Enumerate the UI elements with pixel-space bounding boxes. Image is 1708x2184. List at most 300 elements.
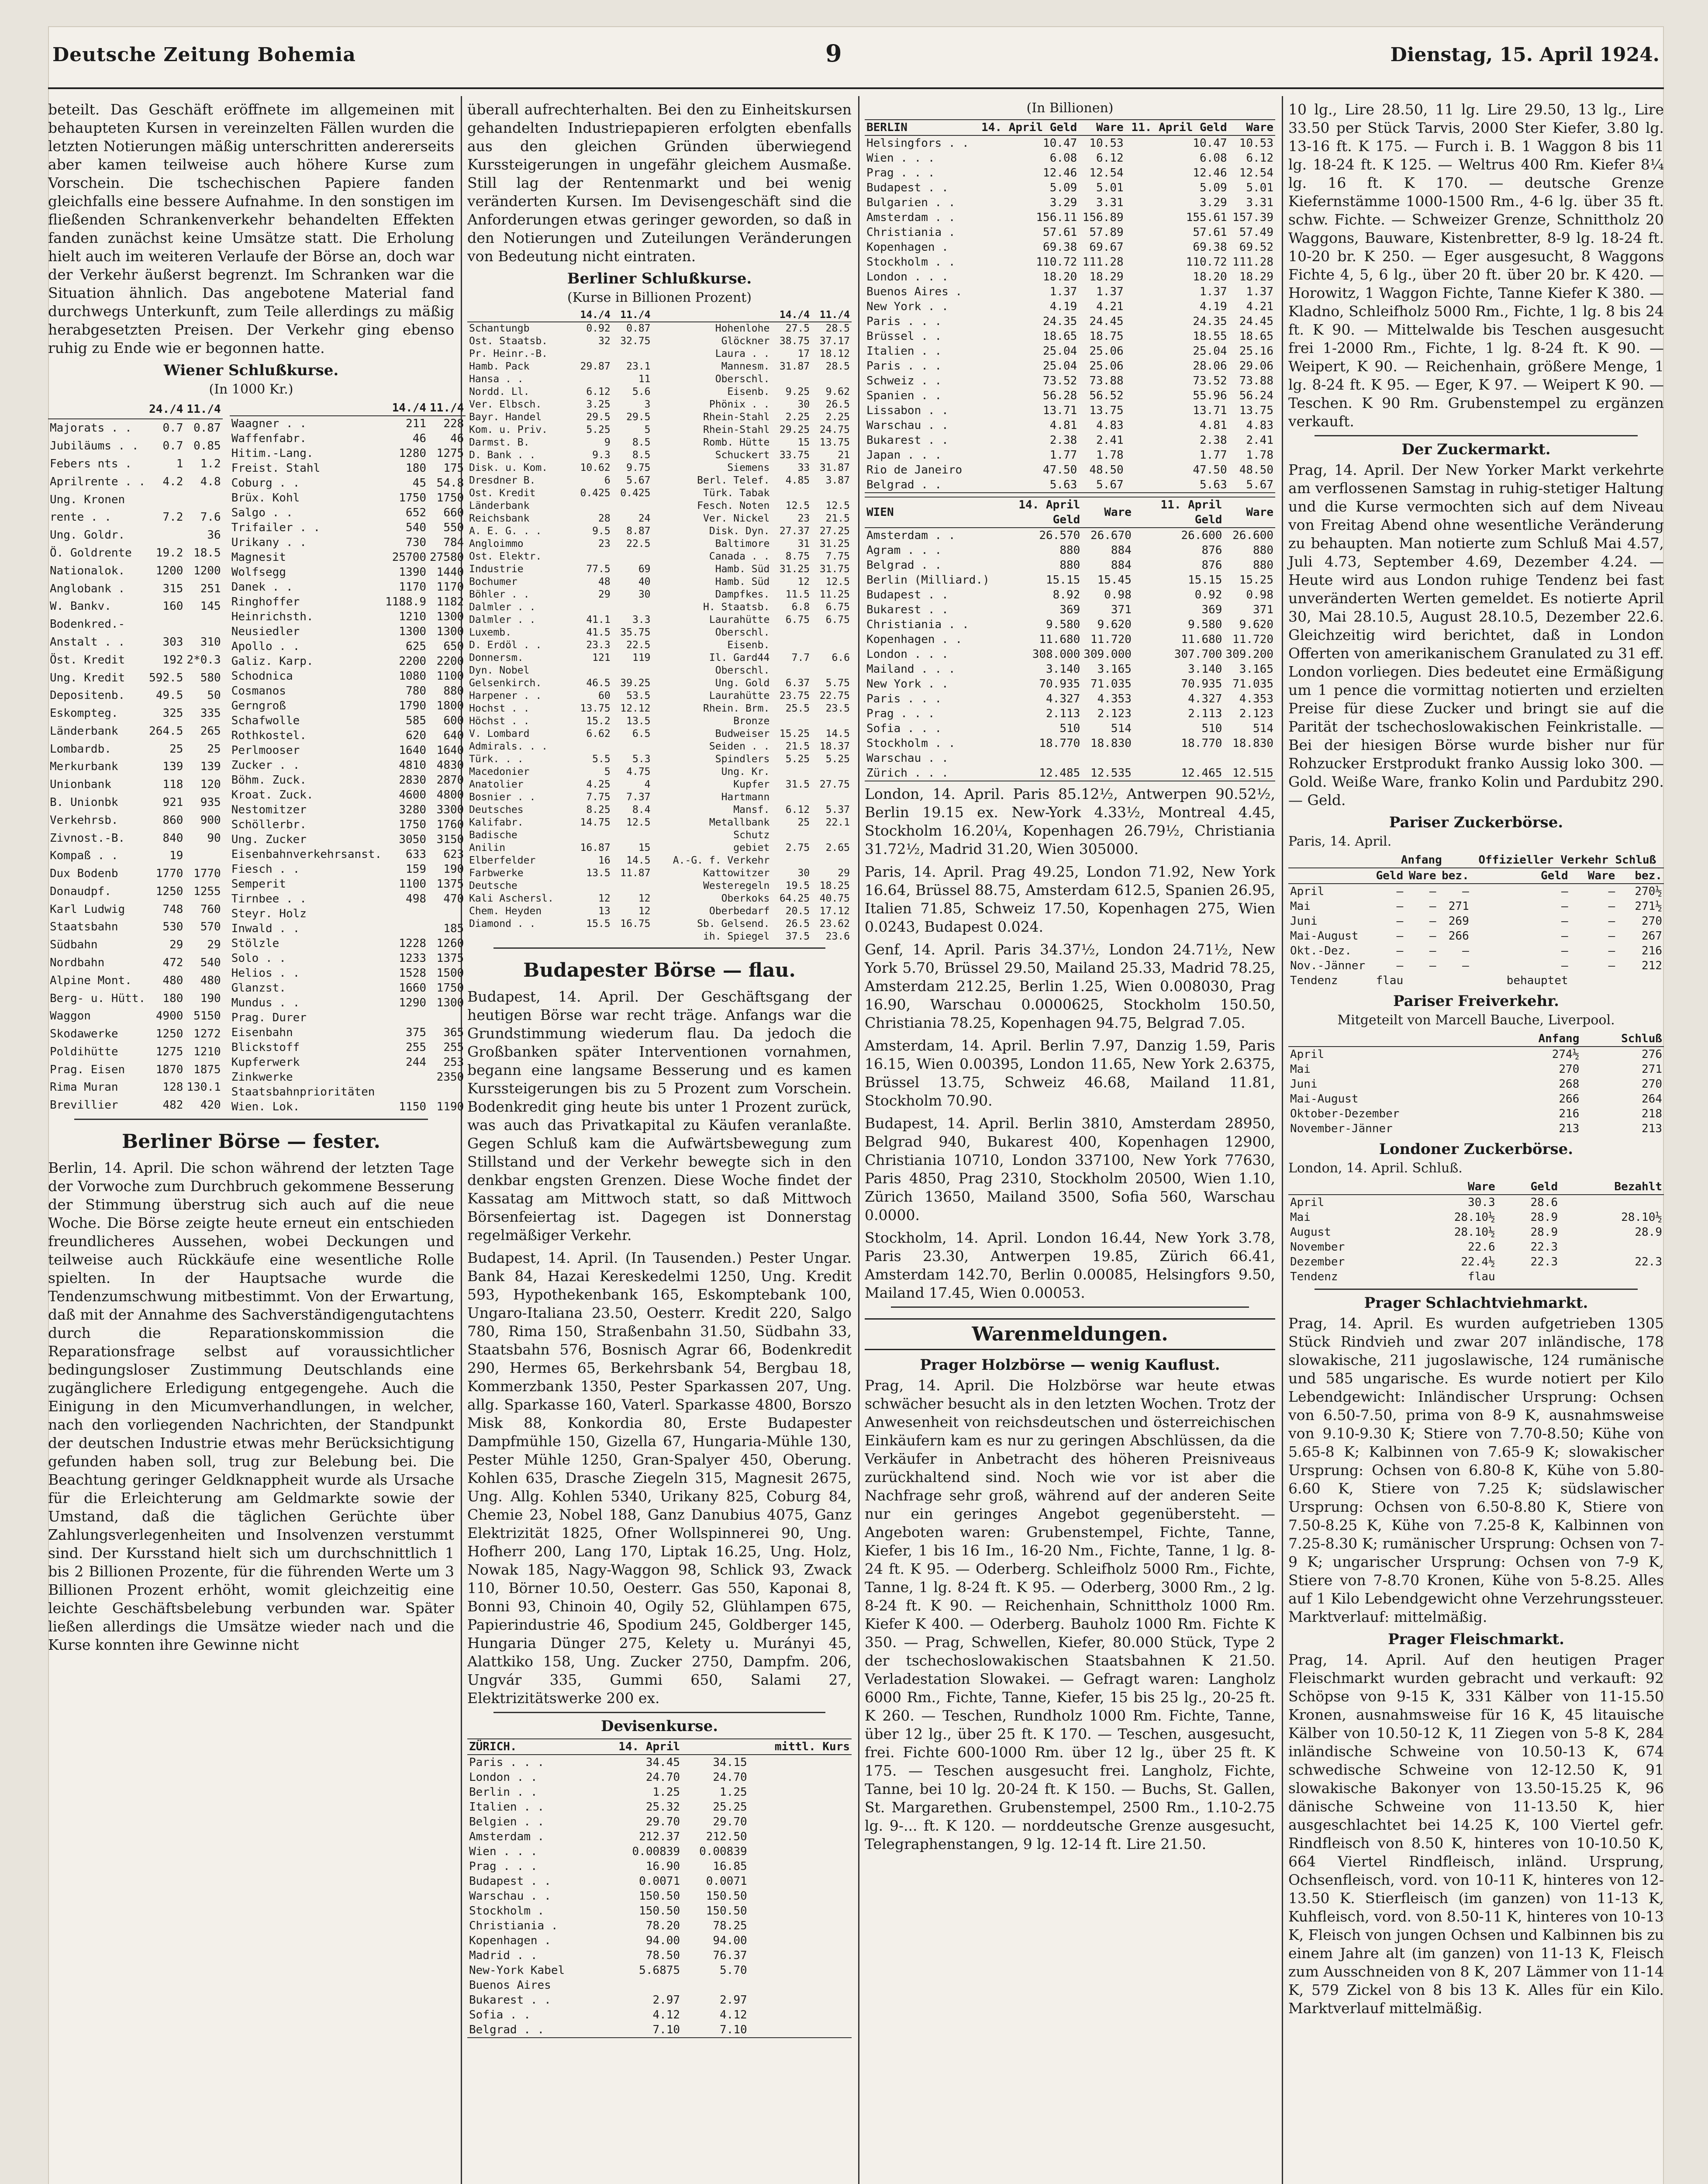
zurich-currency-table bbox=[467, 1738, 852, 2038]
table-row bbox=[230, 1055, 466, 1070]
quote-value: 266 bbox=[1448, 930, 1469, 943]
row-label: November-Jänner bbox=[1290, 1122, 1393, 1135]
table-row bbox=[467, 1829, 852, 1844]
table-row bbox=[865, 736, 1275, 751]
quote-value: flau bbox=[1376, 974, 1404, 987]
table-row bbox=[48, 705, 223, 722]
table-row bbox=[467, 816, 852, 829]
quote-value: 1182 bbox=[436, 595, 464, 608]
row-label: Anatolier bbox=[469, 779, 524, 790]
quote-value: 0.425 bbox=[580, 487, 611, 499]
quote-value: 14.5 bbox=[626, 855, 651, 866]
quote-value: 34.45 bbox=[645, 1756, 680, 1769]
quote-value: 18.20 bbox=[1043, 270, 1077, 283]
quote-value: — bbox=[1608, 900, 1615, 913]
row-label: Kupferwerk bbox=[231, 1056, 300, 1069]
quote-value bbox=[771, 639, 811, 652]
row-label: Apollo . . bbox=[231, 640, 300, 653]
quote-value: 315 bbox=[162, 582, 183, 595]
column-4 bbox=[1288, 100, 1664, 2022]
quote-value: 23.1 bbox=[626, 361, 651, 372]
quote-value: 15 bbox=[638, 842, 651, 854]
row-label: Zürich . . . bbox=[866, 767, 949, 780]
table-row bbox=[230, 995, 466, 1010]
row-label: London . . . bbox=[866, 648, 949, 661]
quote-value: Ver. Nickel bbox=[703, 513, 770, 524]
quote-value: 94.00 bbox=[713, 1934, 747, 1947]
quote-value: 1300 bbox=[436, 625, 464, 638]
table-row bbox=[467, 1844, 852, 1859]
table-row bbox=[230, 1099, 466, 1114]
quote-value: 307.700 bbox=[1174, 648, 1222, 661]
row-label: Paris . . . bbox=[866, 315, 942, 328]
cattle-market-title: Prager Schlachtviehmarkt. bbox=[1364, 1294, 1588, 1312]
quote-value: 585 bbox=[406, 714, 427, 727]
row-label: Öst. Kredit bbox=[50, 653, 125, 667]
row-label: New York . . bbox=[866, 300, 949, 313]
quote-value bbox=[612, 348, 652, 360]
quote-value: 17 bbox=[797, 348, 810, 359]
quote-value: 73.88 bbox=[1089, 374, 1124, 387]
table-row bbox=[467, 512, 852, 525]
quote-value: 6.5 bbox=[632, 728, 651, 740]
row-label: Warschau . . bbox=[866, 752, 949, 765]
table-row bbox=[230, 802, 466, 817]
quote-value: 4.75 bbox=[626, 766, 651, 778]
quote-value: 1260 bbox=[436, 937, 464, 950]
quote-value: 420 bbox=[200, 1099, 221, 1112]
quote-value bbox=[572, 550, 612, 563]
quote-value: 5.6 bbox=[632, 386, 651, 397]
quote-value: 660 bbox=[443, 506, 464, 519]
quote-value: 145 bbox=[200, 600, 221, 613]
quote-value bbox=[1133, 751, 1224, 766]
row-label: Stockholm . . bbox=[866, 256, 956, 269]
table-row bbox=[467, 1978, 852, 1993]
quote-value bbox=[771, 487, 811, 500]
quote-value: 5.09 bbox=[1200, 181, 1227, 194]
table-row bbox=[467, 436, 852, 449]
quote-value: 1100 bbox=[399, 878, 427, 891]
quote-value: 5.63 bbox=[1200, 478, 1227, 491]
quote-value: — bbox=[1429, 944, 1436, 957]
column-header bbox=[1288, 1031, 1498, 1047]
divider bbox=[493, 947, 825, 949]
table-row bbox=[467, 474, 852, 487]
quote-value: 57.61 bbox=[1043, 226, 1077, 239]
table-row bbox=[230, 639, 466, 654]
quote-value: 41.1 bbox=[586, 614, 611, 625]
quote-value: 16.90 bbox=[645, 1860, 680, 1873]
quote-value: 110.72 bbox=[1036, 256, 1077, 269]
quote-value: 28.10½ bbox=[1454, 1226, 1495, 1239]
market-report-paragraph: London, 14. April. Paris 85.12½, Antwerpen 90.52½, Berlin 19.15 ex. New-York 4.33½, Montreal 4.45, Stockholm 16.20¼, Kopenhagen 26.79½, Christiania 31.72½, Madrid 31.20, Wien 305000. bbox=[865, 785, 1275, 857]
quote-value: 880 bbox=[443, 684, 464, 698]
row-label: Christiania . bbox=[469, 1919, 558, 1932]
quote-value: 26.600 bbox=[1232, 529, 1273, 542]
quote-value bbox=[612, 740, 652, 753]
quote-value: 5.37 bbox=[825, 804, 850, 816]
quote-value: 24.70 bbox=[713, 1771, 747, 1784]
quote-value: 120 bbox=[200, 778, 221, 791]
table-row bbox=[467, 1963, 852, 1978]
column-header: 11./4 bbox=[811, 309, 852, 322]
row-label: Amsterdam . . bbox=[866, 211, 956, 224]
quote-value: 1.37 bbox=[1049, 285, 1077, 298]
quote-value: 218 bbox=[1642, 1107, 1662, 1120]
quote-value: 28.5 bbox=[825, 323, 850, 334]
quote-value: 1800 bbox=[436, 699, 464, 712]
row-label: Elberfelder bbox=[469, 855, 536, 866]
quote-value: 2.97 bbox=[652, 1994, 680, 2007]
quote-value: 32.75 bbox=[620, 335, 651, 347]
quote-value: — bbox=[1429, 959, 1436, 972]
table-row bbox=[48, 811, 223, 829]
quote-value: 623 bbox=[443, 848, 464, 861]
quote-value: Türk. Tabak bbox=[703, 487, 770, 499]
quote-value: 26.5 bbox=[785, 918, 810, 930]
quote-value: 365 bbox=[443, 1026, 464, 1039]
quote-value: 6.08 bbox=[1049, 152, 1077, 165]
quote-value: 47.50 bbox=[1043, 463, 1077, 477]
quote-value: 1.78 bbox=[1246, 449, 1273, 462]
table-row bbox=[865, 677, 1275, 691]
column-divider bbox=[858, 96, 859, 2184]
quote-value: 3.165 bbox=[1239, 663, 1273, 676]
table-row bbox=[48, 722, 223, 740]
table-row bbox=[865, 573, 1275, 587]
quote-value bbox=[811, 829, 852, 842]
row-label: Hamb. Pack bbox=[469, 361, 530, 372]
quote-value bbox=[612, 500, 652, 512]
quote-value: 12.535 bbox=[1090, 767, 1132, 780]
column-header: 14. April Geld bbox=[991, 497, 1082, 528]
quote-value: 25 bbox=[797, 817, 810, 828]
quote-value: 3300 bbox=[436, 803, 464, 816]
quote-value bbox=[811, 766, 852, 778]
quote-value: 25700 bbox=[392, 551, 427, 564]
row-label: Bukarest . . bbox=[469, 1994, 551, 2007]
table-row bbox=[1288, 1195, 1664, 1210]
row-label: Luxemb. bbox=[469, 627, 511, 638]
quote-value: 1750 bbox=[436, 491, 464, 505]
divider bbox=[74, 1119, 428, 1120]
quote-value: 28.10½ bbox=[1454, 1211, 1495, 1224]
quote-value: 371 bbox=[1253, 603, 1273, 616]
table-row bbox=[467, 2022, 852, 2038]
row-label: Ö. Goldrente bbox=[50, 546, 132, 560]
row-label: Galiz. Karp. bbox=[231, 655, 314, 668]
quote-value: 121 bbox=[592, 652, 611, 663]
quote-value: 7.37 bbox=[626, 791, 651, 803]
quote-value: 375 bbox=[406, 1026, 427, 1039]
table-header-row bbox=[1288, 868, 1664, 884]
row-label: April bbox=[1290, 1196, 1325, 1209]
quote-value: 5.25 bbox=[825, 753, 850, 765]
quote-value: 5.75 bbox=[825, 677, 850, 689]
row-label: Länderbank bbox=[469, 500, 530, 511]
quote-value: Bronze bbox=[733, 715, 770, 727]
quote-value: 8.25 bbox=[586, 804, 611, 816]
table-row bbox=[230, 936, 466, 951]
quote-value: 78.20 bbox=[645, 1919, 680, 1932]
quote-value: — bbox=[1396, 959, 1404, 972]
row-label: Dyn. Nobel bbox=[469, 665, 530, 676]
row-label: Schweiz . . bbox=[866, 374, 942, 387]
row-label: Kroat. Zuck. bbox=[231, 788, 314, 802]
row-label: Helsingfors . . bbox=[866, 137, 969, 150]
quote-value: 2.25 bbox=[785, 411, 810, 423]
quote-value: 1150 bbox=[399, 1100, 427, 1113]
quote-value: Budweiser bbox=[715, 728, 770, 740]
budapest-bourse-title: Budapester Börse — flau. bbox=[523, 959, 796, 981]
quote-value bbox=[572, 373, 612, 386]
row-label: Zinkwerke bbox=[231, 1071, 293, 1084]
quote-value: 3.29 bbox=[1200, 196, 1227, 209]
quote-value: 748 bbox=[162, 902, 183, 916]
table-row bbox=[48, 508, 223, 526]
row-label: Berg- u. Hütt. bbox=[50, 992, 146, 1005]
quote-value: — bbox=[1429, 900, 1436, 913]
table-row bbox=[48, 989, 223, 1007]
quote-value: — bbox=[1561, 944, 1568, 957]
quote-value: behauptet bbox=[1506, 974, 1568, 987]
quote-value: 271 bbox=[1642, 1063, 1662, 1076]
quote-value: 30 bbox=[797, 399, 810, 410]
quote-value: 12.5 bbox=[626, 817, 651, 828]
quote-value: 900 bbox=[200, 813, 221, 827]
row-label: Glanzst. bbox=[231, 981, 286, 995]
row-label: Anglobank . bbox=[50, 582, 125, 595]
quote-value: 25.04 bbox=[1043, 345, 1077, 358]
quote-value: — bbox=[1462, 944, 1469, 957]
row-label: Depositenb. bbox=[50, 689, 125, 702]
quote-value: 9.620 bbox=[1097, 618, 1132, 631]
table-row bbox=[230, 951, 466, 966]
row-label bbox=[467, 930, 572, 943]
quote-value: 498 bbox=[406, 892, 427, 905]
quote-value: 18.12 bbox=[819, 348, 850, 359]
quote-value bbox=[383, 1010, 428, 1025]
row-label: Lissabon . . bbox=[866, 404, 949, 417]
row-label: Oktober-Dezember bbox=[1290, 1107, 1400, 1120]
quote-value: 7.10 bbox=[652, 2023, 680, 2036]
quote-value: 39.25 bbox=[620, 677, 651, 689]
row-label: Bosnier . . bbox=[469, 791, 536, 803]
quote-value: Spindlers bbox=[715, 753, 770, 765]
row-label: Zucker . . bbox=[231, 759, 300, 772]
quote-value: 159 bbox=[406, 863, 427, 876]
quote-value: 180 bbox=[406, 462, 427, 475]
quote-value: 49.5 bbox=[155, 689, 183, 702]
row-label: Nationalok. bbox=[50, 564, 125, 577]
quote-value: 15.45 bbox=[1097, 574, 1132, 587]
quote-value: 1390 bbox=[399, 566, 427, 579]
quote-value bbox=[811, 664, 852, 677]
wood-bourse-text: Prag, 14. April. Die Holzbörse war heute etwas schwächer besucht als in den letzten Wochen. Trotz der Anwesenheit von reichsdeutschen und österreichischen Einkäufern kam es nur zu geringen Abschlüssen, da die Verkäufer in Anbetracht des höheren Preisniveaus zurückhaltend sind. Noch wie vor ist aber die Nachfrage sehr groß, während auf der anderen Seite nur ein geringes Angebot gegenübersteht. — Angeboten waren: Grubenstempel, Fichte, Tanne, Kiefer, 1 bis 16 Im., 16-20 Nm., Fichte, Tanne, 1 lg. 8-24 ft. K 95. — Oderberg. Schleifholz 5000 Rm., Fichte, Tanne, 1 lg. 8-24 ft. K 95. — Oderberg, 3000 Rm., 2 lg. 8-24 ft. K 90. — Reichenhain, Schnittholz 1000 Rm. Kiefer K 400. — Oderberg. Bauholz 1000 Rm. Fichte K 350. — Prag, Schwellen, Kiefer, 80.000 Stück, Type 2 der tschechoslowakischen Staatsbahnen K 21.50. Verladestation Slowakei. — Gefragt waren: Langholz 6000 Rm., Fichte, Tanne, Kiefer, 15 bis 25 lg., 20-25 ft. K 260. — Teschen, Rundholz 1000 Rm. Fichte, Tanne, über 12 lg., über 25 ft. K 170. — Teschen, ausgesucht, frei. Fichte 600-1000 Rm. über 12 lg., über 25 ft. K 175. — Teschen ausgesucht frei. Langholz, Fichte, Tanne, bei 10 lg. 20-24 ft. K 150. — Buchs, St. Gallen, St. Margarethen. Grubenstempel, 2500 Rm., 1.10-2.75 lg. 9-... ft. K 120. — norddeutsche Grenze ausgesucht, Telegraphenstangen, 9 lg. 12-14 ft. Lire 21.50. bbox=[865, 1377, 1275, 1852]
quote-value: 3050 bbox=[399, 833, 427, 846]
table-row bbox=[230, 713, 466, 728]
quote-value: 1080 bbox=[399, 670, 427, 683]
quote-value: 3280 bbox=[399, 803, 427, 816]
quote-value: 11.680 bbox=[1181, 633, 1222, 646]
quote-value: 4.19 bbox=[1200, 300, 1227, 313]
quote-value: 6.12 bbox=[586, 386, 611, 397]
column-header: 11. April Geld bbox=[1125, 120, 1229, 135]
table-row bbox=[230, 624, 466, 639]
quote-value: 25 bbox=[207, 742, 221, 756]
row-label: Italien . . bbox=[469, 1800, 545, 1814]
row-label: Darmst. B. bbox=[469, 437, 530, 448]
row-label: A. E. G. . . bbox=[469, 525, 542, 537]
row-label: Dalmler . . bbox=[469, 614, 536, 625]
quote-value: 4810 bbox=[399, 759, 427, 772]
row-label: Angloimmo bbox=[469, 538, 524, 549]
budapest-quotes-text: Budapest, 14. April. (In Tausenden.) Pester Ungar. Bank 84, Hazai Kereskedelmi 1250, Ung. Kredit 593, Hypothekenbank 165, Eskomptebank 100, Ungaro-Italiana 23.50, Oesterr. Kredit 220, Salgo 780, Rima 150, Straßenbahn 31.50, Südbahn 33, Staatsbahn 576, Bosnisch Agrar 66, Bodenkredit 290, Hermes 65, Berkehrsbank 54, Bergbau 18, Kommerzbank 1350, Pester Sparkassen 207, Ung. allg. Sparkasse 160, Vaterl. Sparkasse 4800, Borszo Misk 88, Konkordia 80, Erste Budapester Dampfmühle 150, Gizella 67, Hungaria-Mühle 130, Pester Mühle 1250, Gran-Spalyer 450, Oberung. Kohlen 635, Drasche Ziegeln 315, Magnesit 2675, Ung. Allg. Kohlen 5340, Urikany 825, Coburg 84, Chemie 23, Nobel 188, Ganz Danubius 4075, Ganz Elektrizität 1825, Ofner Wollspinnerei 90, Ung. Hofherr 200, Lang 170, Liptak 16.25, Ung. Holz, Nowak 185, Nagy-Waggon 98, Schlick 93, Zwack 110, Börner 10.50, Oesterr. Gas 550, Kaponai 8, Bonni 93, Chinoin 40, Ogily 52, Glühlampen 675, Papierindustrie 46, Spodium 245, Goldberger 145, Hungaria Dünger 275, Kelety u. Murányi 45, Alattkiko 158, Ung. Zucker 2750, Dampfm. 206, Ungvár 335, Gummi 650, Salami 27, Elektrizitätswerke 200 ex. bbox=[467, 1249, 852, 1707]
quote-value: Rhein-Stahl bbox=[703, 424, 770, 435]
row-label: Dezember bbox=[1290, 1255, 1345, 1268]
row-label: Wolfsegg bbox=[231, 566, 286, 579]
row-label: Staatsbahnprioritäten bbox=[231, 1085, 375, 1099]
table-row bbox=[467, 360, 852, 373]
quote-value: ih. Spiegel bbox=[703, 931, 770, 942]
quote-value: 1210 bbox=[399, 610, 427, 623]
quote-value: Romb. Hütte bbox=[703, 437, 770, 448]
paris-sugar-table bbox=[1288, 853, 1664, 988]
quote-value: 23.3 bbox=[586, 639, 611, 651]
quote-value: 5.01 bbox=[1246, 181, 1273, 194]
table-row bbox=[230, 847, 466, 862]
quote-value: 244 bbox=[406, 1056, 427, 1069]
wien-quotes-unit: (In 1000 Kr.) bbox=[209, 382, 293, 397]
table-row bbox=[230, 773, 466, 788]
row-label: Belgrad . . bbox=[469, 2023, 545, 2036]
row-label: London . . . bbox=[866, 270, 949, 283]
quote-value: 29.25 bbox=[779, 424, 810, 435]
quote-value: — bbox=[1561, 885, 1568, 898]
quote-value: 570 bbox=[200, 920, 221, 934]
quote-value: 38.75 bbox=[779, 335, 810, 347]
table-row bbox=[467, 905, 852, 918]
column-header: Anfang bbox=[1498, 1031, 1581, 1047]
table-row bbox=[230, 505, 466, 520]
quote-value: 30 bbox=[638, 589, 651, 600]
row-label: Paris . . . bbox=[866, 359, 942, 373]
row-label: Christiania . bbox=[866, 226, 956, 239]
table-row bbox=[467, 1889, 852, 1904]
table-row bbox=[230, 862, 466, 877]
column-header: Ware bbox=[1082, 497, 1133, 528]
quote-value: 5.70 bbox=[720, 1964, 747, 1977]
table-row bbox=[467, 728, 852, 740]
quote-value bbox=[383, 921, 428, 936]
quote-value: 270 bbox=[1642, 1078, 1662, 1091]
quote-value: 23.5 bbox=[825, 703, 850, 714]
quote-value: 185 bbox=[443, 922, 464, 935]
quote-value: 1170 bbox=[399, 581, 427, 594]
quote-value: 54.8 bbox=[436, 477, 464, 490]
quote-value: Eisenb. bbox=[727, 639, 770, 651]
quote-value: 14.75 bbox=[580, 817, 611, 828]
quote-value: 876 bbox=[1201, 559, 1222, 572]
quote-value: 1750 bbox=[436, 981, 464, 995]
row-label: Mai bbox=[1290, 900, 1311, 913]
quote-value: 29.5 bbox=[586, 411, 611, 423]
issue-date: Dienstag, 15. April 1924. bbox=[1390, 44, 1660, 66]
quote-value: 156.11 bbox=[1036, 211, 1077, 224]
quote-value: 7.10 bbox=[720, 2023, 747, 2036]
quote-value: 50 bbox=[207, 689, 221, 702]
quote-value: 23 bbox=[797, 513, 810, 524]
quote-value: 640 bbox=[443, 729, 464, 742]
quote-value: 510 bbox=[1201, 722, 1222, 735]
quote-value: 11.680 bbox=[1039, 633, 1080, 646]
row-label: Tendenz bbox=[1290, 1270, 1338, 1283]
quote-value: 56.52 bbox=[1089, 389, 1124, 402]
quote-value: 8.4 bbox=[632, 804, 651, 816]
quote-value: 29 bbox=[838, 867, 850, 879]
quote-value: 28.9 bbox=[1530, 1211, 1558, 1224]
table-row bbox=[230, 684, 466, 698]
quote-value: 14.5 bbox=[825, 728, 850, 740]
quote-value: 1188.9 bbox=[385, 595, 427, 608]
table-row bbox=[48, 740, 223, 758]
quote-value: 24.45 bbox=[1089, 315, 1124, 328]
quote-value: 216 bbox=[1642, 944, 1662, 957]
quote-value: 18.29 bbox=[1239, 270, 1273, 283]
quote-value: 1440 bbox=[436, 566, 464, 579]
quote-value: 213 bbox=[1559, 1122, 1580, 1135]
quote-value: 880 bbox=[1059, 559, 1080, 572]
table-row bbox=[865, 388, 1275, 403]
quote-value: 8.5 bbox=[632, 449, 651, 461]
row-label: Kalifabr. bbox=[469, 817, 524, 828]
table-row bbox=[48, 883, 223, 901]
row-label: Mai-August bbox=[1290, 930, 1359, 943]
table-row bbox=[1288, 1210, 1664, 1225]
quote-value: 620 bbox=[406, 729, 427, 742]
quote-value: 9.620 bbox=[1239, 618, 1273, 631]
quote-value: 32 bbox=[598, 335, 611, 347]
row-label: Helios . . bbox=[231, 967, 300, 980]
row-label: Harpener . . bbox=[469, 690, 542, 702]
quote-value bbox=[383, 1070, 428, 1085]
quote-value: 1.78 bbox=[1096, 449, 1124, 462]
quote-value: 19.2 bbox=[155, 546, 183, 560]
column-group-header: Offizieller Verkehr Schluß bbox=[1471, 853, 1664, 868]
quote-value: 22.3 bbox=[1530, 1255, 1558, 1268]
quote-value: 36 bbox=[207, 529, 221, 542]
quote-value: 10.62 bbox=[580, 462, 611, 473]
london-sugar-table bbox=[1288, 1179, 1664, 1284]
quote-value: 228 bbox=[443, 417, 464, 430]
quote-value bbox=[612, 829, 652, 842]
table-header-row bbox=[230, 401, 466, 416]
quote-value: 90 bbox=[207, 831, 221, 845]
quote-value: 2870 bbox=[436, 774, 464, 787]
table-header-row bbox=[48, 401, 223, 419]
quote-value: 540 bbox=[406, 521, 427, 534]
quote-value: Mannesm. bbox=[721, 361, 770, 372]
quote-value: 78.50 bbox=[645, 1949, 680, 1962]
quote-value: 29.70 bbox=[713, 1815, 747, 1828]
table-row bbox=[865, 151, 1275, 166]
row-label: August bbox=[1290, 1226, 1331, 1239]
table-row bbox=[467, 702, 852, 715]
column-2 bbox=[467, 100, 852, 2042]
row-label: Febers nts . bbox=[50, 457, 132, 471]
row-label: Verkehrsb. bbox=[50, 813, 118, 827]
